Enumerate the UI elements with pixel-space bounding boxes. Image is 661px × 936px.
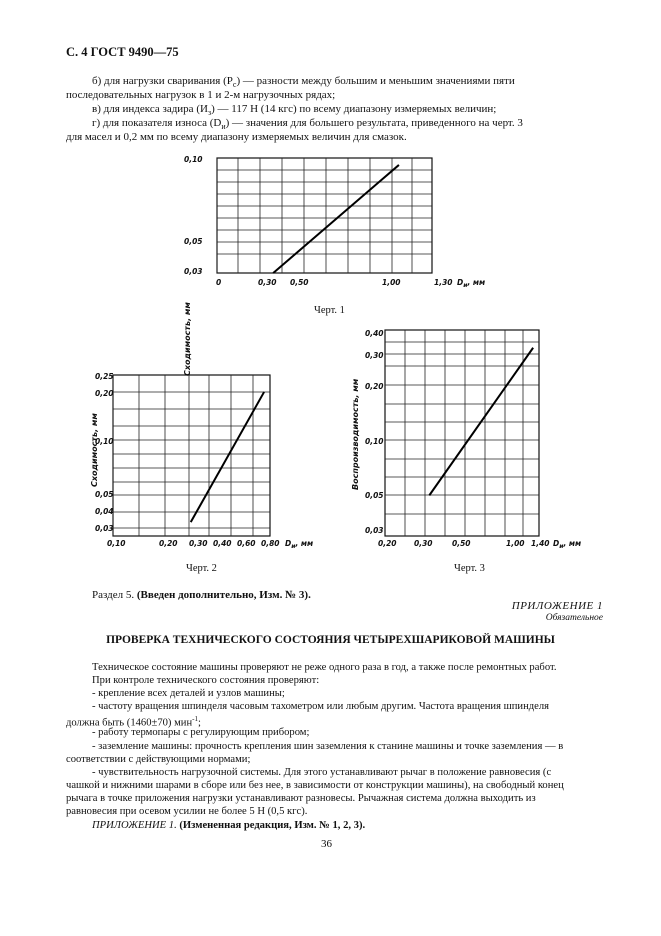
chart-3-ytick: 0,20 [365,382,384,391]
chart-1-xtick: 0,30 [258,278,277,287]
chart-2-ytick: 0,04 [95,507,114,516]
chart-3-grid [385,330,539,536]
appendix-label: ПРИЛОЖЕНИЕ 1 [511,600,603,612]
body-item1: - крепление всех деталей и узлов машины; [92,688,285,699]
chart-2-ytick: 0,05 [95,490,114,499]
item-g-line2: для масел и 0,2 мм по всему диапазону измеряемых величин для смазок. [66,131,407,143]
chart-1-series-line [273,165,399,273]
chart-3-xtick: 0,50 [452,539,471,548]
chart-3-xtick: 0,20 [378,539,397,548]
body-item2a: - частоту вращения шпинделя часовым тахометром или любым другим. Частота вращения шпинделя [92,701,550,712]
page-header: С. 4 ГОСТ 9490—75 [66,45,179,59]
chart-2-ylabel: Сходимость, мм [90,413,99,487]
chart-2-xticks [107,539,313,550]
chart-2 [85,365,345,555]
chart-1-marks [273,165,399,273]
item-v-text: в) для индекса задира (И [92,103,208,115]
item-g-rest: ) — значения для большего результата, приведенного на черт. 3 [225,117,523,129]
chart-1-xlabel: $D_и$, мм [457,278,486,289]
chart-1-xtick: 0,50 [290,278,309,287]
chart-2-xtick: 0,10 [107,539,126,548]
chart-2-caption: Черт. 2 [186,563,217,574]
chart-3-yticks [365,329,384,535]
chart-3-ytick: 0,30 [365,351,384,360]
body-p1: Техническое состояние машины проверяют не реже одного раза в год, а также после ремонтных работ. [92,662,557,673]
body-item4a: - заземление машины: прочность крепления шин заземления к станине машины и точке заземления — в [92,741,564,752]
body-final [92,819,365,832]
section5-bold: (Введен дополнительно, Изм. № 3). [136,589,311,601]
item-g-text: г) для показателя износа (D [92,117,222,129]
chart-3-xticks [378,539,581,550]
item-v-sub: з [207,108,212,118]
item-b-line2: последовательных нагрузок в 1 и 2-м нагрузочных рядах; [66,89,336,101]
chart-1-ytick: 0,05 [184,237,203,246]
chart-2-ytick: 0,20 [95,389,114,398]
chart-3-caption: Черт. 3 [454,563,485,574]
item-b-text-rest: ) — разности между большим и меньшим значениями пяти [236,75,515,87]
appendix-title: ПРОВЕРКА ТЕХНИЧЕСКОГО СОСТОЯНИЯ ЧЕТЫРЕХШАРИКОВОЙ МАШИНЫ [106,634,555,646]
body-final-italic: ПРИЛОЖЕНИЕ 1. [92,820,177,831]
body-item5b: чашкой и нижними шарами в сборе или без нее, в зависимости от конструкции машины), на свободный конец [66,780,564,791]
chart-2-xlabel: $D_и$, мм [285,539,314,550]
chart-1-yticks [184,155,203,276]
chart-1-ylabel: Сходимость, мм [183,302,192,376]
body-item2b-sup: -1 [192,715,198,723]
body-item5c: рычага в точке приложения нагрузки устанавливают разновесы. Рычажная система должна выходить из [66,793,536,804]
chart-1-xticks [216,278,485,289]
chart-3-xtick: 1,40 [531,539,550,548]
chart-1-grid [217,158,432,273]
chart-3-ytick: 0,03 [365,526,384,535]
chart-3-ytick: 0,40 [365,329,384,338]
chart-3-xlabel: $D_и$, мм [553,539,582,550]
chart-3-xtick: 0,30 [414,539,433,548]
body-item2b-text: должна быть (1460±70) мин [66,717,193,729]
chart-2-ytick: 0,10 [95,437,114,446]
item-b-text: б) для нагрузки сваривания (P [92,75,233,87]
chart-3-xtick: 1,00 [506,539,525,548]
section5-note [92,589,311,602]
chart-1-caption: Черт. 1 [314,305,345,316]
chart-1-ytick: 0,10 [184,155,203,164]
page-number: 36 [321,838,332,850]
item-g-sub: и [221,122,226,132]
section5-prefix: Раздел 5. [92,589,137,601]
chart-2-grid [113,375,270,536]
chart-1-ytick: 0,03 [184,267,203,276]
body-p2: При контроле технического состояния проверяют: [92,675,320,686]
chart-2-xtick: 0,60 [237,539,256,548]
body-item5a: - чувствительность нагрузочной системы. Для этого устанавливают рычаг в положение равновесия (с [92,767,552,778]
appendix-status: Обязательное [545,613,603,623]
chart-2-ytick: 0,03 [95,524,114,533]
body-item4b: соответствии с действующими нормами; [66,754,251,765]
chart-2-xtick: 0,20 [159,539,178,548]
chart-3-ytick: 0,05 [365,491,384,500]
chart-2-xtick: 0,30 [189,539,208,548]
chart-3-ylabel: Воспроизводимость, мм [351,378,360,490]
chart-1-xtick: 1,30 [434,278,453,287]
chart-2-ytick: 0,25 [95,372,114,381]
chart-3-ytick: 0,10 [365,437,384,446]
item-v-rest: ) — 117 Н (14 кгс) по всему диапазону измеряемых величин; [211,103,497,115]
chart-3-frame [385,330,539,536]
chart-1-xtick: 0 [216,278,222,287]
chart-2-xtick: 0,80 [261,539,280,548]
body-item5d: равновесия при осевом усилии не более 5 Н (0,5 кгс). [66,806,308,817]
chart-2-xtick: 0,40 [213,539,232,548]
chart-1-frame [217,158,432,273]
body-item2b-end: ; [197,717,201,729]
chart-1-xtick: 1,00 [382,278,401,287]
body-item3: - работу термопары с регулирующим прибором; [92,727,310,738]
chart-3 [348,322,593,554]
body-final-bold: (Измененная редакция, Изм. № 1, 2, 3). [179,820,366,831]
item-b-sub: с [232,80,237,90]
